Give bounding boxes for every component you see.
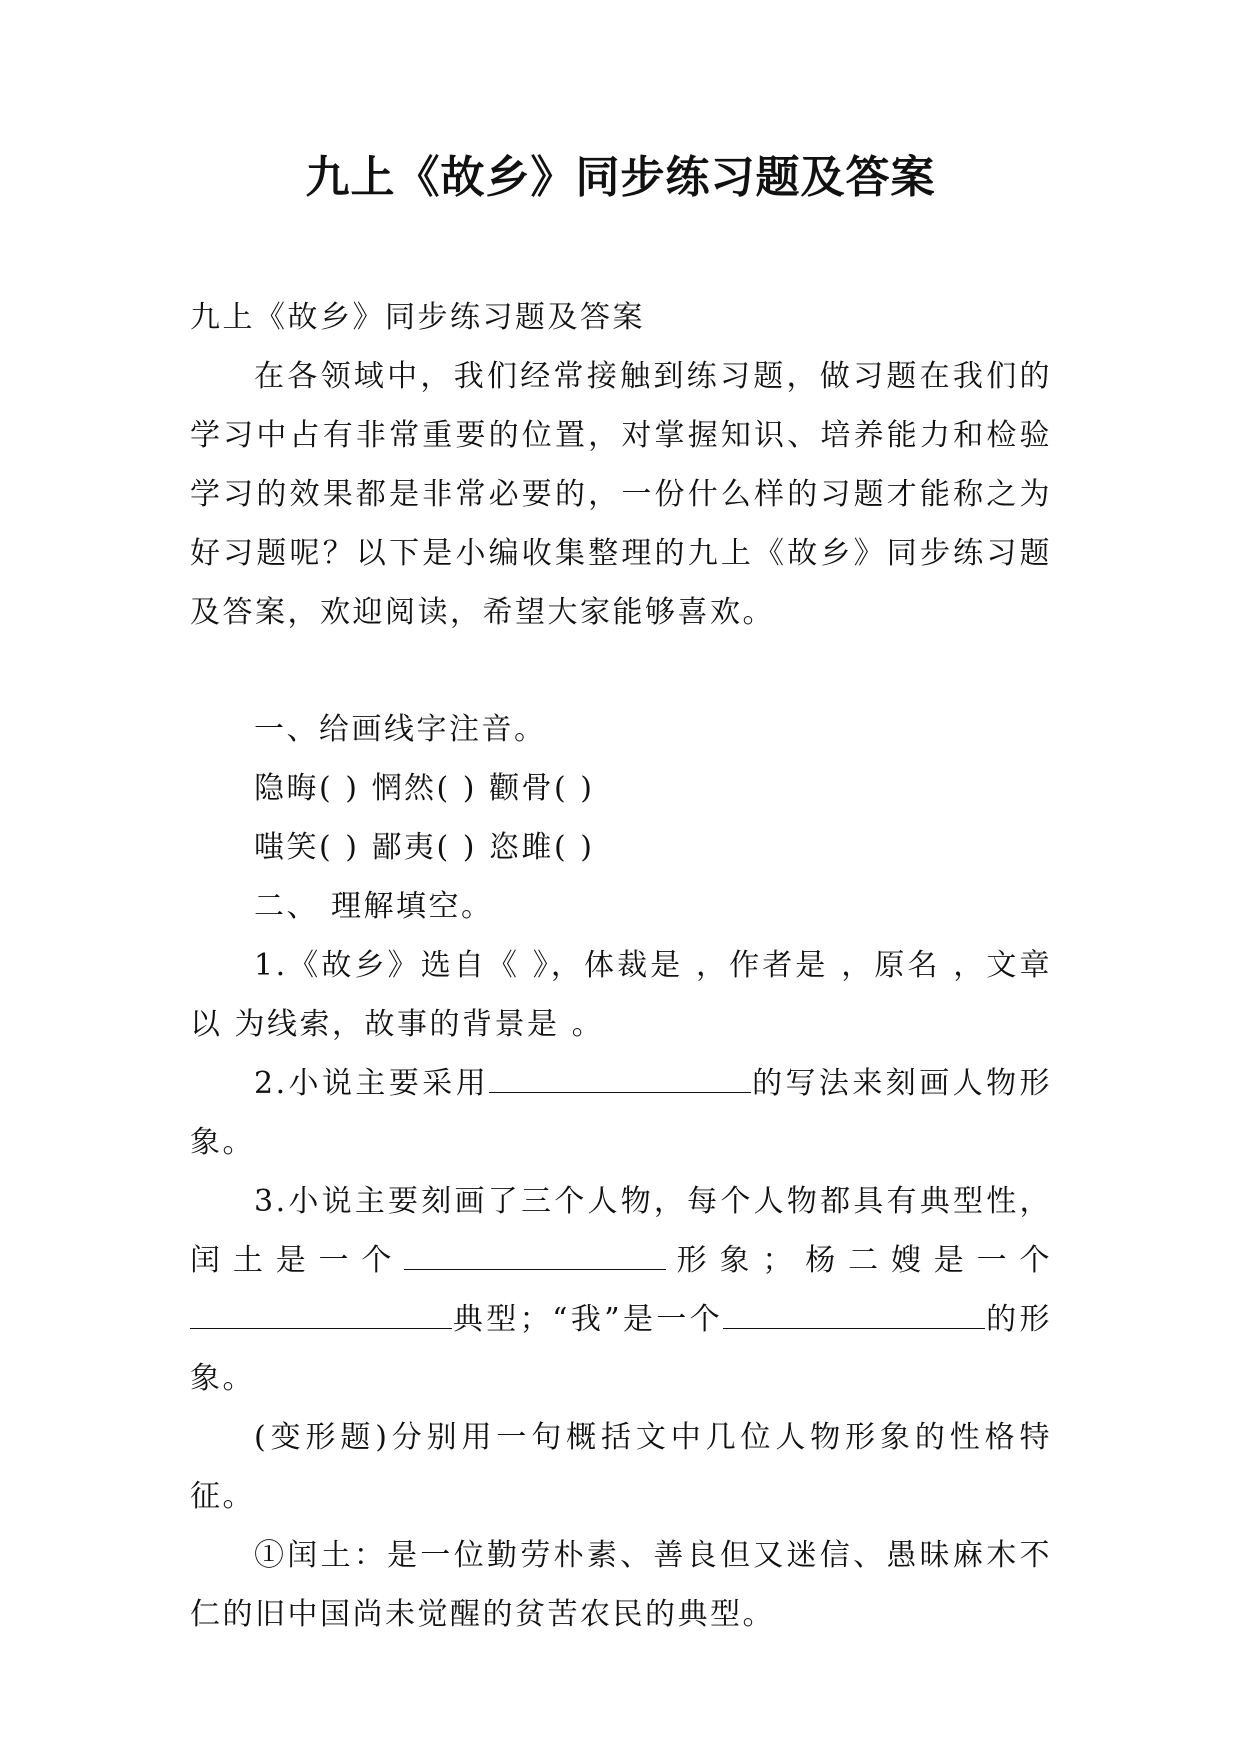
answer-runtu: ①闰土：是一位勤劳朴素、善良但又迷信、愚昧麻木不仁的旧中国尚未觉醒的贫苦农民的典型。: [190, 1538, 1052, 1632]
section1-line1: 隐晦( ) 惘然( ) 颧骨( ): [254, 771, 595, 806]
section2-heading: 二、 理解填空。: [254, 889, 494, 924]
question-1: 1.《故乡》选自《 》，体裁是 ，作者是 ，原名 ，文章以 为线索，故事的背景是 。: [190, 948, 1052, 1042]
question-3-part-d: 的形象。: [190, 1302, 1052, 1396]
intro-paragraph: 在各领域中，我们经常接触到练习题，做习题在我们的学习中占有非常重要的位置，对掌握知识、培养能力和检验学习的效果都是非常必要的，一份什么样的习题才能称之为好习题呢？以下是小编收集整理的九上《故乡》同步练习题及答案，欢迎阅读，希望大家能够喜欢。: [190, 359, 1052, 630]
question-2-after: 的写法来刻画人物形象。: [190, 1066, 1053, 1160]
answer-blank: [190, 1302, 452, 1329]
variant-question: (变形题)分别用一句概括文中几位人物形象的性格特征。: [190, 1420, 1052, 1514]
question-2-before: 2.小说主要采用: [254, 1066, 490, 1101]
question-3-part-b: 形象；杨二嫂是一个: [666, 1243, 1053, 1278]
section1-line2: 嗤笑( ) 鄙夷( ) 恣雎( ): [254, 830, 595, 865]
answer-blank: [489, 1066, 751, 1093]
question-2: [190, 1054, 1052, 1172]
question-3-part-a: 3.小说主要刻画了三个人物，每个人物都具有典型性，闰土是一个: [190, 1184, 1052, 1278]
section1-heading: 一、给画线字注音。: [254, 712, 547, 747]
question-3: [190, 1172, 1052, 1408]
document-subtitle: 九上《故乡》同步练习题及答案: [190, 300, 645, 335]
answer-blank: [404, 1243, 666, 1270]
paragraph-gap: [190, 642, 1052, 700]
document-body: [190, 288, 1052, 1644]
answer-blank: [723, 1302, 985, 1329]
question-3-part-c: 典型；“我”是一个: [452, 1302, 724, 1337]
document-title: 九上《故乡》同步练习题及答案: [305, 152, 936, 203]
